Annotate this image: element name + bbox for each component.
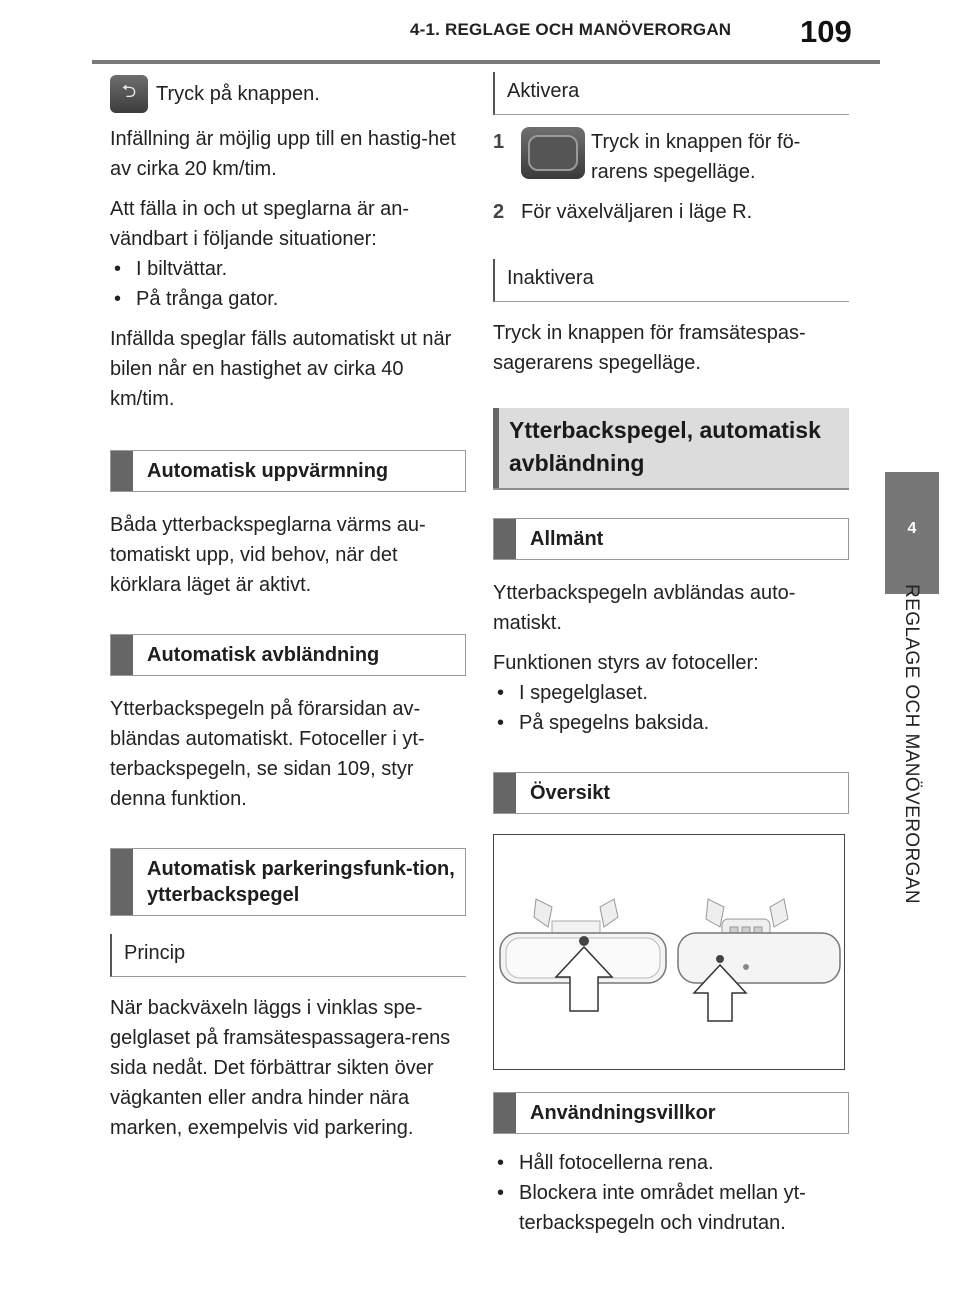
paragraph-principle: När backväxeln läggs i vinklas spe-gelglaset på framsätespassagera-rens sida nedåt. Det förbättrar sikten över vägkanten eller andra hinder nära marken, exempelvis vid parkering. [110, 997, 451, 1139]
photocells-list [493, 678, 849, 738]
chapter-tab[interactable] [885, 472, 939, 594]
section-heading-text: Användningsvillkor [530, 1102, 716, 1124]
mirror-illustration-svg [494, 835, 844, 1069]
page-number: 109 [800, 14, 852, 49]
chapter-side-label: REGLAGE OCH MANÖVERORGAN [901, 584, 922, 904]
header-divider [92, 60, 880, 64]
subheading-principle [110, 934, 466, 977]
subheading-text: Inaktivera [507, 267, 594, 289]
list-item: • Håll fotocellerna rena. [493, 1148, 849, 1178]
section-heading-text: Ytterbackspegel, automatisk avbländning [509, 417, 821, 476]
step-number: 2 [493, 201, 505, 223]
list-item: • I spegelglaset. [493, 678, 849, 708]
section-heading-parking [110, 848, 466, 916]
step-1 [493, 127, 849, 187]
mirror-illustration [493, 834, 845, 1070]
paragraph-deactivate: Tryck in knappen för framsätespas-sagerarens spegelläge. [493, 322, 806, 374]
mirror-rear-view [678, 899, 840, 983]
paragraph-dimming: Ytterbackspegeln på förarsidan av-bländas automatiskt. Fotoceller i yt-terbackspegeln, se sidan 109, styr denna funktion. [110, 698, 425, 810]
mirror-fold-icon: ⮌ [110, 75, 148, 113]
section-heading-text: Automatisk parkeringsfunk-tion, ytterbackspegel [147, 858, 455, 906]
section-heading-text: Allmänt [530, 528, 604, 550]
left-column [110, 72, 466, 1153]
paragraph-photocells: Funktionen styrs av fotoceller: [493, 652, 759, 674]
section-heading-text: Automatisk uppvärmning [147, 460, 389, 482]
section-heading-auto-dimming [493, 408, 849, 490]
subheading-text: Aktivera [507, 80, 580, 102]
section-heading-general [493, 518, 849, 560]
section-heading-text: Översikt [530, 782, 611, 804]
conditions-list [493, 1148, 849, 1238]
section-heading-conditions [493, 1092, 849, 1134]
situations-list [110, 254, 466, 314]
section-heading-heating [110, 450, 466, 492]
step-text: För växelväljaren i läge R. [521, 201, 753, 223]
list-item: • På trånga gator. [110, 284, 466, 314]
list-item: • I biltvättar. [110, 254, 466, 284]
chapter-title: 4-1. REGLAGE OCH MANÖVERORGAN [410, 20, 732, 39]
step-2 [493, 197, 849, 227]
step-text: Tryck in knappen för fö-rarens spegelläge. [591, 131, 801, 183]
paragraph-fold-situations: Att fälla in och ut speglarna är an-vändbart i följande situationer: [110, 198, 410, 250]
mirror-position-button-icon [521, 127, 585, 179]
step-number: 1 [493, 131, 505, 153]
section-heading-dimming [110, 634, 466, 676]
list-item: • Blockera inte området mellan yt-terbackspegeln och vindrutan. [493, 1178, 849, 1238]
chapter-tab-number: 4 [907, 520, 917, 537]
subheading-text: Princip [124, 942, 186, 964]
paragraph-heating: Båda ytterbackspeglarna värms au-tomatiskt upp, vid behov, när det körklara läget är aktivt. [110, 514, 426, 596]
paragraph-fold-speed: Infällning är möjlig upp till en hastig-het av cirka 20 km/tim. [110, 128, 456, 180]
paragraph-general: Ytterbackspegeln avbländas auto-matiskt. [493, 582, 796, 634]
press-button-row [110, 72, 466, 116]
right-column [493, 72, 849, 1248]
press-button-text: Tryck på knappen. [156, 83, 320, 105]
subheading-deactivate [493, 259, 849, 302]
section-heading-text: Automatisk avbländning [147, 644, 380, 666]
list-item: • På spegelns baksida. [493, 708, 849, 738]
subheading-activate [493, 72, 849, 115]
paragraph-auto-unfold: Infällda speglar fälls automatiskt ut när bilen når en hastighet av cirka 40 km/tim. [110, 328, 452, 410]
section-heading-overview [493, 772, 849, 814]
